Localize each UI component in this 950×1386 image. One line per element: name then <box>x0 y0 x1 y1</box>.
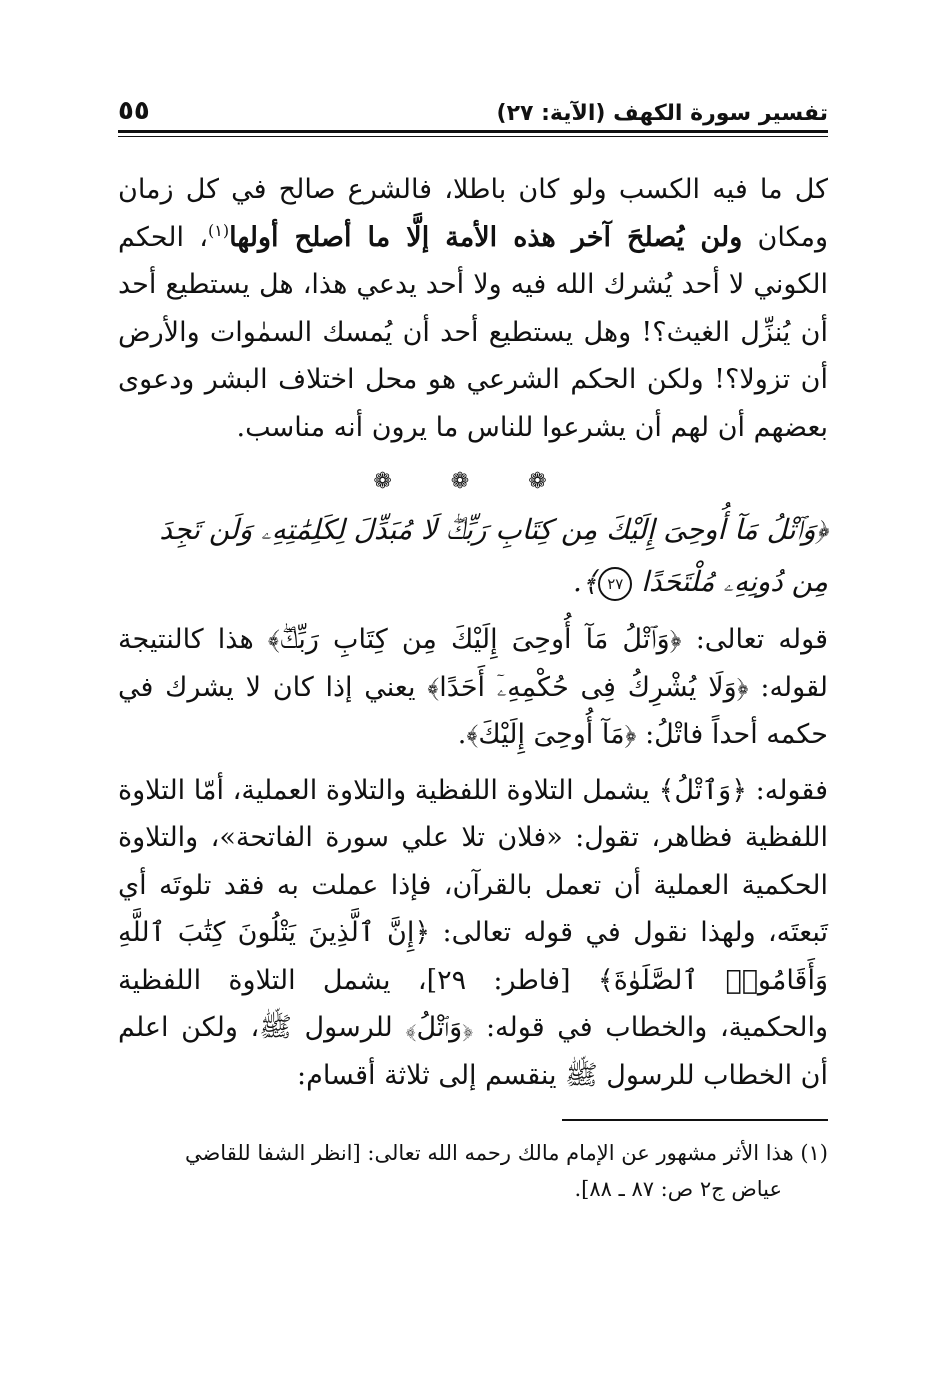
running-header <box>118 92 828 126</box>
footnote <box>118 1135 828 1207</box>
page-number: ٥٥ <box>118 96 150 126</box>
paragraph-1-text-a: كل ما فيه الكسب ولو كان باطلا، فالشرع صالح في كل زمان ومكان <box>118 174 828 253</box>
paragraph-3: فقوله: ﴿وَٱتْلُ﴾ يشمل التلاوة اللفظية والتلاوة العملية، أمّا التلاوة اللفظية فظاهر، تقول: «فلان تلا علي سورة الفاتحة»، والتلاوة الحكمية العملية أن تعمل بالقرآن، فإذا عملت به فقد تلوتَه أي تَبعتَه، ولهذا نقول في قوله تعالى: ﴿إِنَّ ٱلَّذِينَ يَتْلُونَ كِتَٰبَ ٱللَّهِ وَأَقَامُوا۟ ٱلصَّلَوٰةَ﴾ [فاطر: ٢٩]، يشمل التلاوة اللفظية والحكمية، والخطاب في قوله: ﴿وَٱتْلُ﴾ للرسول ﷺ، ولكن اعلم أن الخطاب للرسول ﷺ ينقسم إلى ثلاثة أقسام: <box>118 774 829 1091</box>
footnote-line-1: (١) هذا الأثر مشهور عن الإمام مالك رحمه الله تعالى: [انظر الشفا للقاضي <box>184 1141 828 1165</box>
quran-verse <box>118 504 828 608</box>
header-rule <box>118 130 828 137</box>
paragraph-1-emphasis: ولن يُصلحَ آخر هذه الأمة إلَّا ما أصلح أولها <box>229 221 743 253</box>
header-title: تفسير سورة الكهف (الآية: ٢٧) <box>496 101 828 126</box>
verse-close: ﴾. <box>572 565 599 598</box>
paragraph-1 <box>118 166 828 451</box>
paragraph-1-text-b: ، الحكم الكوني لا أحد يُشرك الله فيه ولا أحد يدعي هذا، هل يستطيع أحد أن يُنزِّل الغيث؟! وهل يستطيع أحد أن يُمسك السمٰوات والأرض أن تزولا؟! ولكن الحكم الشرعي هو محل اختلاف البشر ودعوى بعضهم أن لهم أن يشرعوا للناس ما يرون أنه مناسب. <box>118 221 828 443</box>
footnote-rule <box>562 1119 828 1121</box>
footnote-line-2: عياض ج٢ ص: ٨٧ ـ ٨٨]. <box>574 1177 782 1201</box>
ayah-number-marker: ٢٧ <box>598 567 632 601</box>
verse-text: ﴿وَٱتْلُ مَآ أُوحِىَ إِلَيْكَ مِن كِتَابِ رَبِّكَۖ لَا مُبَدِّلَ لِكَلِمَٰتِهِۦ وَلَن تَجِدَ مِن دُونِهِۦ مُلْتَحَدًا <box>159 513 828 598</box>
paragraph-2: قوله تعالى: ﴿وَٱتْلُ مَآ أُوحِىَ إِلَيْكَ مِن كِتَابِ رَبِّكَۖ﴾ هذا كالنتيجة لقوله: ﴿وَلَا يُشْرِكُ فِى حُكْمِهِۦٓ أَحَدًا﴾ يعني إذا كان لا يشرك في حكمه أحداً فاتْلُ: ﴿مَآ أُوحِىَ إِلَيْكَ﴾. <box>118 624 828 750</box>
section-separator: ❁ ❁ ❁ <box>373 469 573 494</box>
footnote-reference: (١) <box>208 220 230 240</box>
book-page <box>118 92 828 1207</box>
